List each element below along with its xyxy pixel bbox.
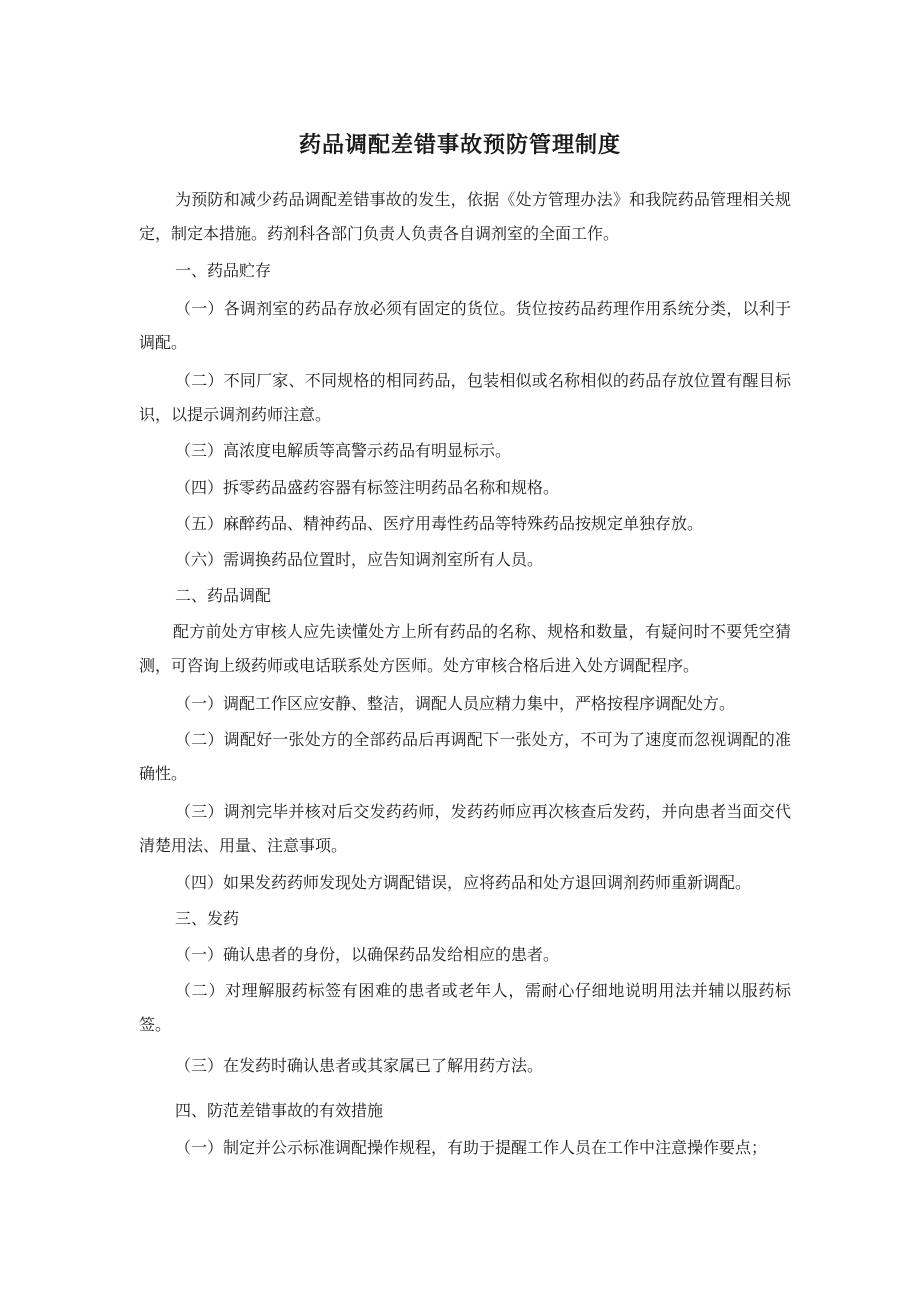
paragraph-intro: 为预防和减少药品调配差错事故的发生，依据《处方管理办法》和我院药品管理相关规定，制定本措施。药剂科各部门负责人负责各自调剂室的全面工作。 — [139, 190, 791, 243]
paragraph-dispensing-intro: 配方前处方审核人应先读懂处方上所有药品的名称、规格和数量，有疑问时不要凭空猜测，可咨询上级药师或电话联系处方医师。处方审核合格后进入处方调配程序。 — [139, 622, 791, 675]
paragraph-storage-3: （三）高浓度电解质等高警示药品有明显标示。 — [175, 441, 512, 460]
paragraph-issuing-1: （一）确认患者的身份，以确保药品发给相应的患者。 — [175, 945, 560, 964]
section-heading-dispensing: 二、药品调配 — [175, 586, 272, 605]
section-heading-issuing: 三、发药 — [175, 909, 240, 928]
paragraph-dispensing-2: （二）调配好一张处方的全部药品后再调配下一张处方，不可为了速度而忽视调配的准确性。 — [139, 730, 791, 783]
paragraph-storage-1: （一）各调剂室的药品存放必须有固定的货位。货位按药品药理作用系统分类，以利于调配。 — [139, 299, 791, 352]
section-heading-storage: 一、药品贮存 — [175, 261, 272, 280]
paragraph-storage-4: （四）拆零药品盛药容器有标签注明药品名称和规格。 — [175, 478, 560, 497]
document-title: 药品调配差错事故预防管理制度 — [298, 133, 621, 158]
section-heading-prevention: 四、防范差错事故的有效措施 — [175, 1101, 384, 1120]
paragraph-storage-6: （六）需调换药品位置时，应告知调剂室所有人员。 — [175, 550, 544, 569]
paragraph-storage-5: （五）麻醉药品、精神药品、医疗用毒性药品等特殊药品按规定单独存放。 — [175, 514, 704, 533]
paragraph-issuing-2: （二）对理解服药标签有困难的患者或老年人，需耐心仔细地说明用法并辅以服药标签。 — [139, 981, 791, 1034]
paragraph-dispensing-3: （三）调剂完毕并核对后交发药药师，发药药师应再次核查后发药，并向患者当面交代清楚用法、用量、注意事项。 — [139, 802, 791, 855]
paragraph-dispensing-4: （四）如果发药药师发现处方调配错误，应将药品和处方退回调剂药师重新调配。 — [175, 873, 752, 892]
paragraph-prevention-1: （一）制定并公示标准调配操作规程，有助于提醒工作人员在工作中注意操作要点； — [175, 1138, 768, 1157]
paragraph-dispensing-1: （一）调配工作区应安静、整洁，调配人员应精力集中，严格按程序调配处方。 — [175, 694, 736, 713]
paragraph-issuing-3: （三）在发药时确认患者或其家属已了解用药方法。 — [175, 1056, 544, 1075]
paragraph-storage-2: （二）不同厂家、不同规格的相同药品，包装相似或名称相似的药品存放位置有醒目标识，以提示调剂药师注意。 — [139, 371, 791, 424]
